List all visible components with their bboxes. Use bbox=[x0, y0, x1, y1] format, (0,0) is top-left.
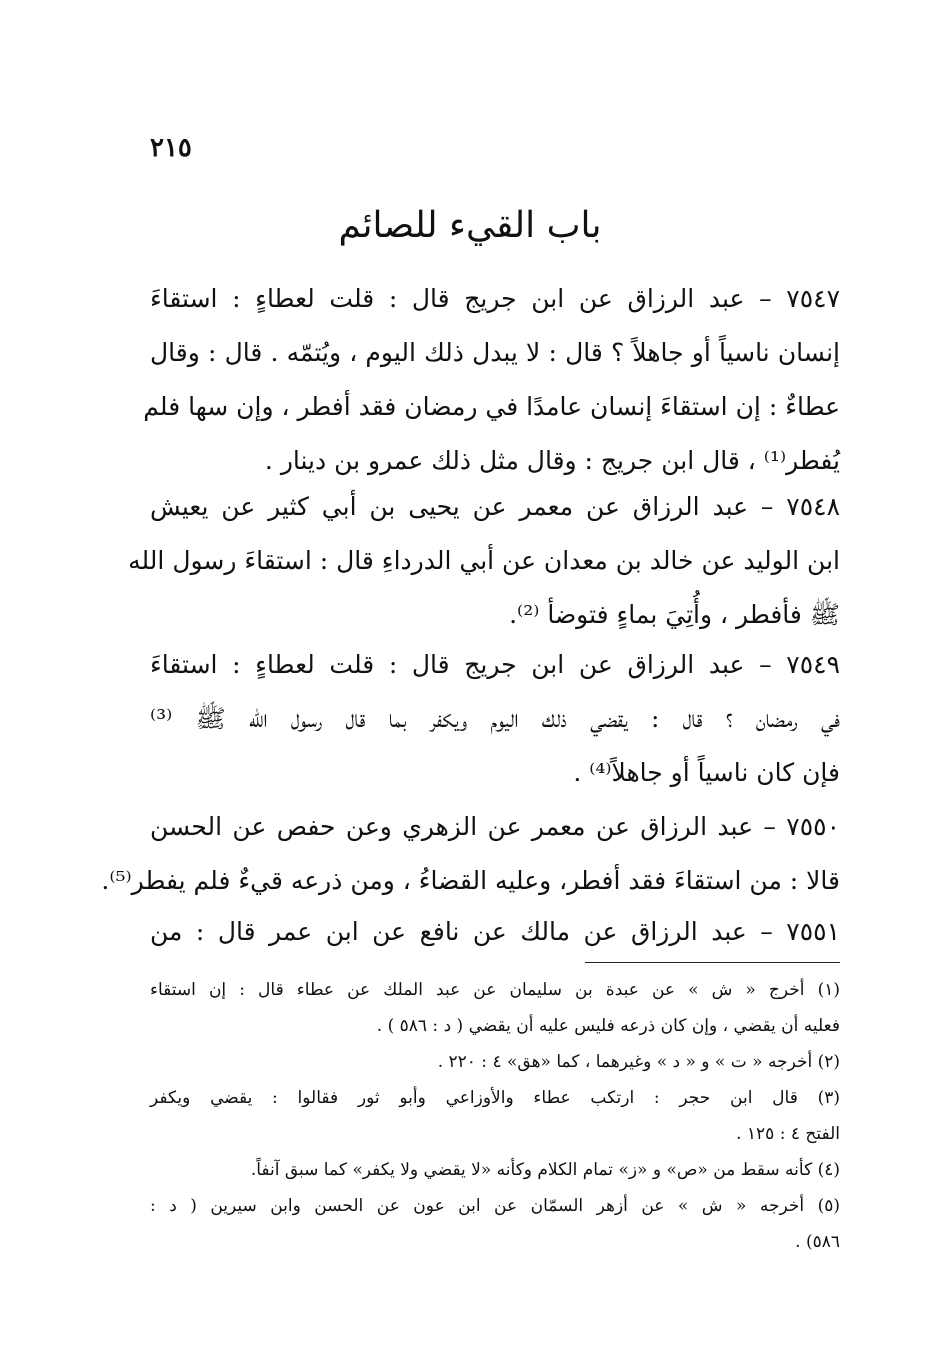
text-line: ٧٥٤٩ – عبد الرزاق عن ابن جريج قال : قلت لعطاءٍ : استقاءَ bbox=[150, 650, 840, 679]
text-line: يُفطر⁽¹⁾ ، قال ابن جريج : وقال مثل ذلك عمرو بن دينار . bbox=[264, 446, 840, 475]
footnote-line: فعليه أن يقضي ، وإن كان ذرعه فليس عليه أن يقضي ( د : ٥٨٦ ) . bbox=[376, 1016, 840, 1036]
text-line: فإن كان ناسياً أو جاهلاً⁽⁴⁾ . bbox=[573, 758, 840, 787]
footnote-line: ٥٨٦) . bbox=[795, 1232, 840, 1252]
hadith-paragraph bbox=[101, 800, 840, 908]
footnotes bbox=[150, 972, 840, 1260]
text-line: ٧٥٥٠ – عبد الرزاق عن معمر عن الزهري وعن حفص عن الحسن bbox=[150, 812, 840, 841]
text-line: ٧٥٤٨ – عبد الرزاق عن معمر عن يحيى بن أبي كثير عن يعيش bbox=[150, 492, 840, 521]
page-number: ٢١٥ bbox=[150, 133, 192, 163]
footnote-line: (١) أخرج « ش » عن عبدة بن سليمان عن عبد الملك عن عطاء قال : إن استقاء bbox=[150, 980, 840, 1000]
text-line: ٧٥٤٧ – عبد الرزاق عن ابن جريج قال : قلت لعطاءٍ : استقاءَ bbox=[150, 284, 840, 313]
chapter-title: باب القيء للصائم bbox=[338, 205, 602, 246]
footnote-divider bbox=[585, 962, 840, 963]
footnote-line: (٣) قال ابن حجر : ارتكب عطاء والأوزاعي وأبو ثور فقالوا : يقضي ويكفر bbox=[150, 1088, 840, 1108]
text-line: إنسان ناسياً أو جاهلاً ؟ قال : لا يبدل ذلك اليوم ، ويُتمّه . قال : وقال bbox=[150, 338, 840, 367]
hadith-paragraph bbox=[150, 905, 840, 959]
footnote-line: (٥) أخرجه « ش » عن أزهر السمّان عن ابن عون عن الحسن وابن سيرين ( د : bbox=[150, 1196, 840, 1216]
footnote-line: (٢) أخرجه « ت » و « د » وغيرهما ، كما «هق» ٤ : ٢٢٠ . bbox=[437, 1052, 840, 1072]
text-line: قالا : من استقاءَ فقد أفطر، وعليه القضاءُ ، ومن ذرعه قيءٌ فلم يفطر⁽⁵⁾. bbox=[101, 866, 840, 895]
hadith-paragraph bbox=[150, 638, 840, 800]
text-line: ابن الوليد عن خالد بن معدان عن أبي الدرداءِ قال : استقاءَ رسول الله bbox=[128, 546, 840, 575]
text-line: ﷺ فأفطر ، وأُتِيَ بماءٍ فتوضأ ⁽²⁾. bbox=[509, 600, 840, 629]
footnote-line: الفتح ٤ : ١٢٥ . bbox=[736, 1124, 840, 1144]
text-line: في رمضان ؟ قال : يقضي ذلك اليوم ويكفر بما قال رسول الله ﷺ ⁽³⁾ bbox=[150, 704, 840, 733]
hadith-paragraph bbox=[143, 272, 840, 488]
text-line: ٧٥٥١ – عبد الرزاق عن مالك عن نافع عن ابن عمر قال : من bbox=[150, 917, 840, 946]
text-line: عطاءٌ : إن استقاءَ إنسان عامدًا في رمضان فقد أفطر ، وإن سها فلم bbox=[143, 392, 840, 421]
footnote-line: (٤) كأنه سقط من «ص» و «ز» تمام الكلام وكأنه «لا يقضي ولا يكفر» كما سبق آنفاً. bbox=[250, 1160, 840, 1180]
hadith-paragraph bbox=[128, 480, 840, 642]
